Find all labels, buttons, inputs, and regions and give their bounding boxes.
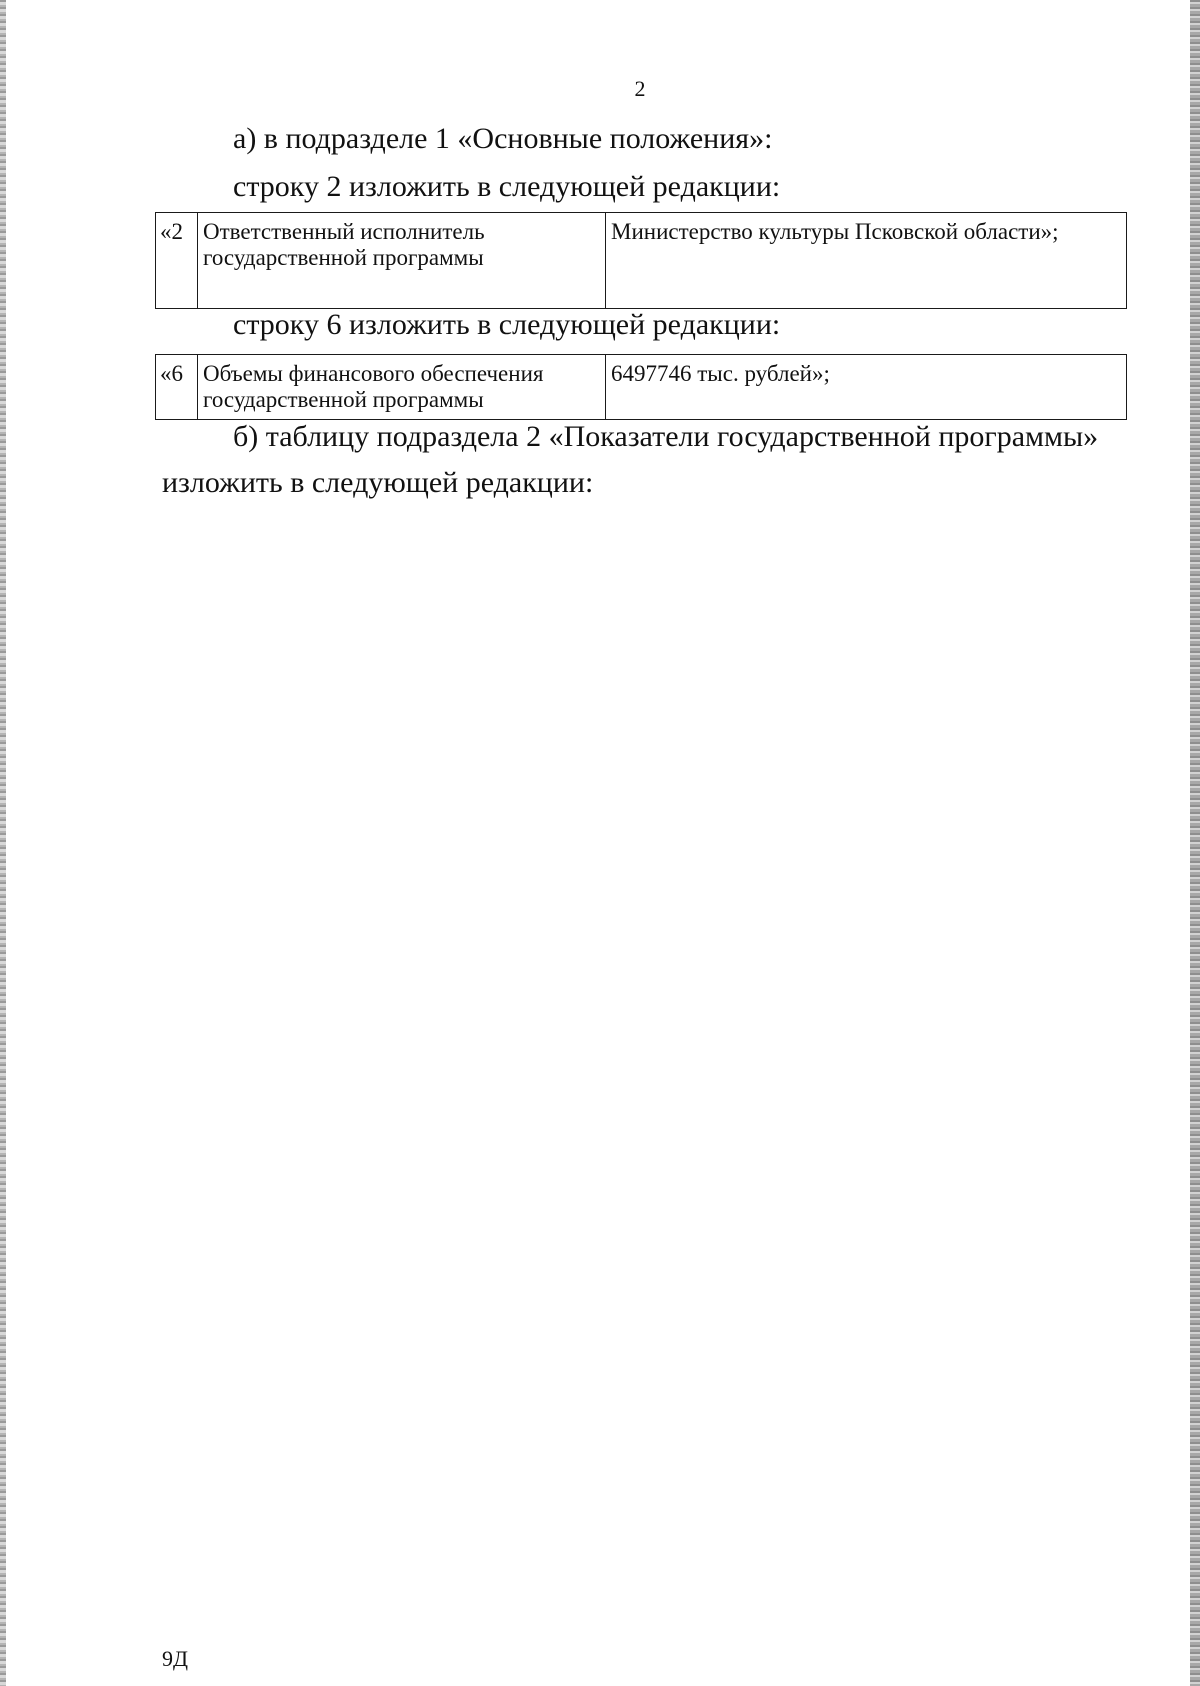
scan-edge-right [1190,0,1200,1686]
row2-label: Ответственный исполнитель государственной программы [198,213,606,309]
row2-value: Министерство культуры Псковской области»; [606,213,1127,309]
row6-label: Объемы финансового обеспечения государственной программы [198,355,606,420]
table-row [156,355,1127,420]
section-a-heading: а) в подразделе 1 «Основные положения»: [233,122,773,155]
row2-table [155,212,1127,309]
page-number: 2 [634,76,646,101]
row6-table [155,354,1127,420]
section-b-line2: изложить в следующей редакции: [162,466,594,499]
row6-intro: строку 6 изложить в следующей редакции: [233,308,781,341]
footer-code: 9Д [162,1646,189,1671]
table-row [156,213,1127,309]
row2-intro: строку 2 изложить в следующей редакции: [233,170,781,203]
section-b-line1: б) таблицу подраздела 2 «Показатели государственной программы» [233,420,1099,453]
row2-number: «2 [156,213,198,309]
row6-value: 6497746 тыс. рублей»; [606,355,1127,420]
row6-number: «6 [156,355,198,420]
scan-edge-left [0,0,6,1686]
